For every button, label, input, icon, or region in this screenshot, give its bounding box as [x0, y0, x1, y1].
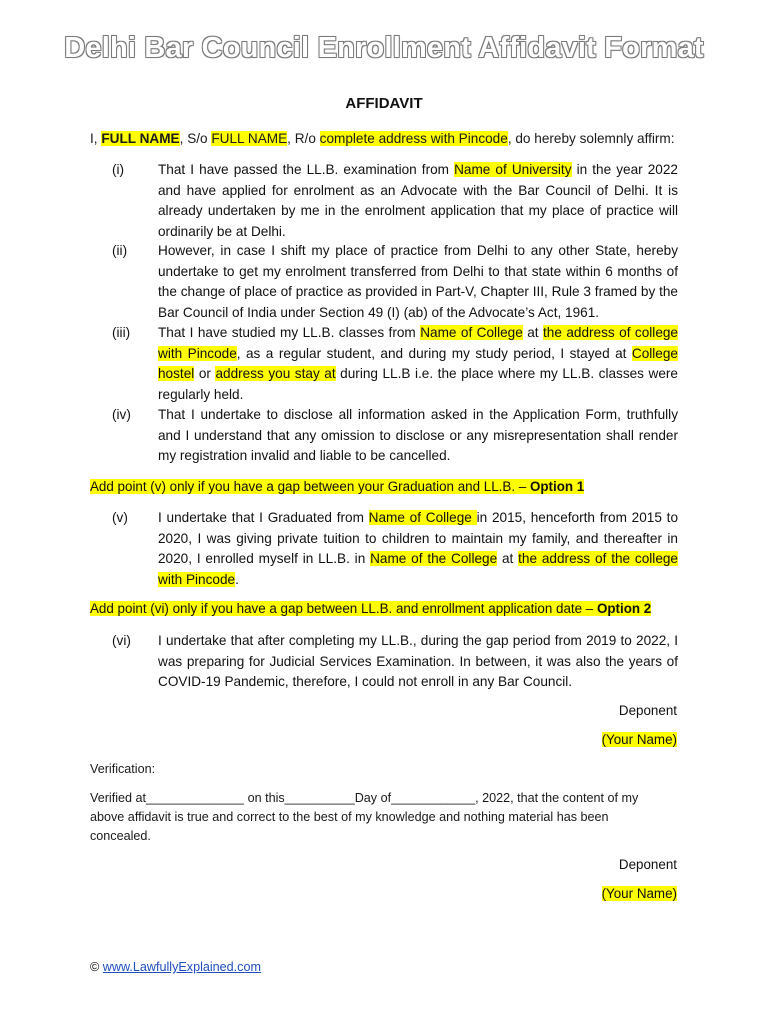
- college-name-placeholder: Name of College: [420, 325, 523, 340]
- clause-text: That I undertake to disclose all information asked in the Application Form, truthfully and I understand that any omission to disclose or any misrepresentation shall render my registration invalid and liable to be cancelled.: [158, 407, 678, 463]
- clause-number: (i): [112, 162, 125, 177]
- intro-paragraph: [90, 129, 690, 150]
- clause-text: I undertake that I Graduated from Name of College in 2015, henceforth from 2015 to 2020, I was giving private tuition to children to maintain my family, and thereafter in 2020, I enrolled myself in LL.B. in Name of the College at the address of the college with Pincode.: [158, 510, 678, 587]
- verification-label: Verification:: [90, 762, 156, 776]
- llb-college-placeholder: Name of the College: [370, 551, 498, 566]
- clause-text: That I have passed the LL.B. examination from Name of University in the year 2022 and have applied for enrolment as an Advocate with the Bar Council of Delhi. It is already undertaken by me in the enrolment application that my place of practice will ordinarily be at Delhi.: [158, 162, 678, 239]
- option-1-label: Option 1: [529, 479, 585, 494]
- clause-text: However, in case I shift my place of practice from Delhi to any other State, hereby undertake to get my enrolment transferred from Delhi to that state within 6 months of the change of place of practice as provided in Part-V, Chapter III, Rule 3 framed by the Bar Council of India under Section 49 (I) (ab) of the Advocate’s Act, 1961.: [158, 243, 678, 320]
- intro-prefix: I,: [90, 131, 102, 146]
- clause-number: (iv): [112, 407, 131, 422]
- graduation-college-placeholder: Name of College: [368, 510, 477, 525]
- intro-suffix: , do hereby solemnly affirm:: [507, 131, 675, 146]
- clause-text: That I have studied my LL.B. classes from Name of College at the address of college with Pincode, as a regular student, and during my study period, I stayed at College hostel or address you stay at during LL.B i.e. the place where my LL.B. classes were regularly held.: [158, 325, 678, 402]
- clause-number: (ii): [112, 243, 128, 258]
- university-placeholder: Name of University: [454, 162, 572, 177]
- your-name-2: (Your Name): [601, 886, 677, 901]
- clause-number: (v): [112, 510, 128, 525]
- copyright-symbol: ©: [90, 960, 103, 974]
- affidavit-heading: AFFIDAVIT: [345, 95, 423, 112]
- college-hostel-placeholder: College hostel: [158, 345, 678, 381]
- llb-college-address-placeholder: the address of the college with Pincode: [158, 551, 678, 587]
- clause-number: (vi): [112, 633, 131, 648]
- intro-ro: , R/o: [287, 131, 320, 146]
- address-placeholder: complete address with Pincode: [319, 131, 508, 146]
- option-1-text: Add point (v) only if you have a gap between your Graduation and LL.B. –: [90, 479, 530, 494]
- clause-text: I undertake that after completing my LL.B., during the gap period from 2019 to 2022, I was preparing for Judicial Services Examination. In between, it was also the years of COVID-19 Pandemic, therefore, I could not enroll in any Bar Council.: [158, 633, 678, 689]
- father-name-placeholder: FULL NAME: [211, 131, 288, 146]
- option-2-note: [90, 599, 651, 619]
- page-title: Delhi Bar Council Enrollment Affidavit Format: [64, 32, 704, 64]
- intro-so: , S/o: [179, 131, 212, 146]
- your-name-1: (Your Name): [601, 732, 677, 747]
- verification-text: Verified at______________ on this__________Day of____________, 2022, that the content of my above affidavit is true and correct to the best of my knowledge and nothing material has been concealed.: [90, 791, 639, 843]
- option-2-label: Option 2: [596, 601, 652, 616]
- college-address-placeholder: the address of college with Pincode: [158, 325, 678, 361]
- footer: [90, 960, 261, 974]
- website-link[interactable]: www.LawfullyExplained.com: [102, 960, 261, 974]
- stay-address-placeholder: address you stay at: [215, 366, 336, 381]
- deponent-label-1: Deponent: [618, 703, 677, 718]
- deponent-label-2: Deponent: [618, 857, 677, 872]
- clause-number: (iii): [112, 325, 131, 340]
- full-name-placeholder: FULL NAME: [101, 131, 180, 146]
- option-1-note: [90, 477, 584, 497]
- option-2-text: Add point (vi) only if you have a gap between LL.B. and enrollment application date –: [90, 601, 597, 616]
